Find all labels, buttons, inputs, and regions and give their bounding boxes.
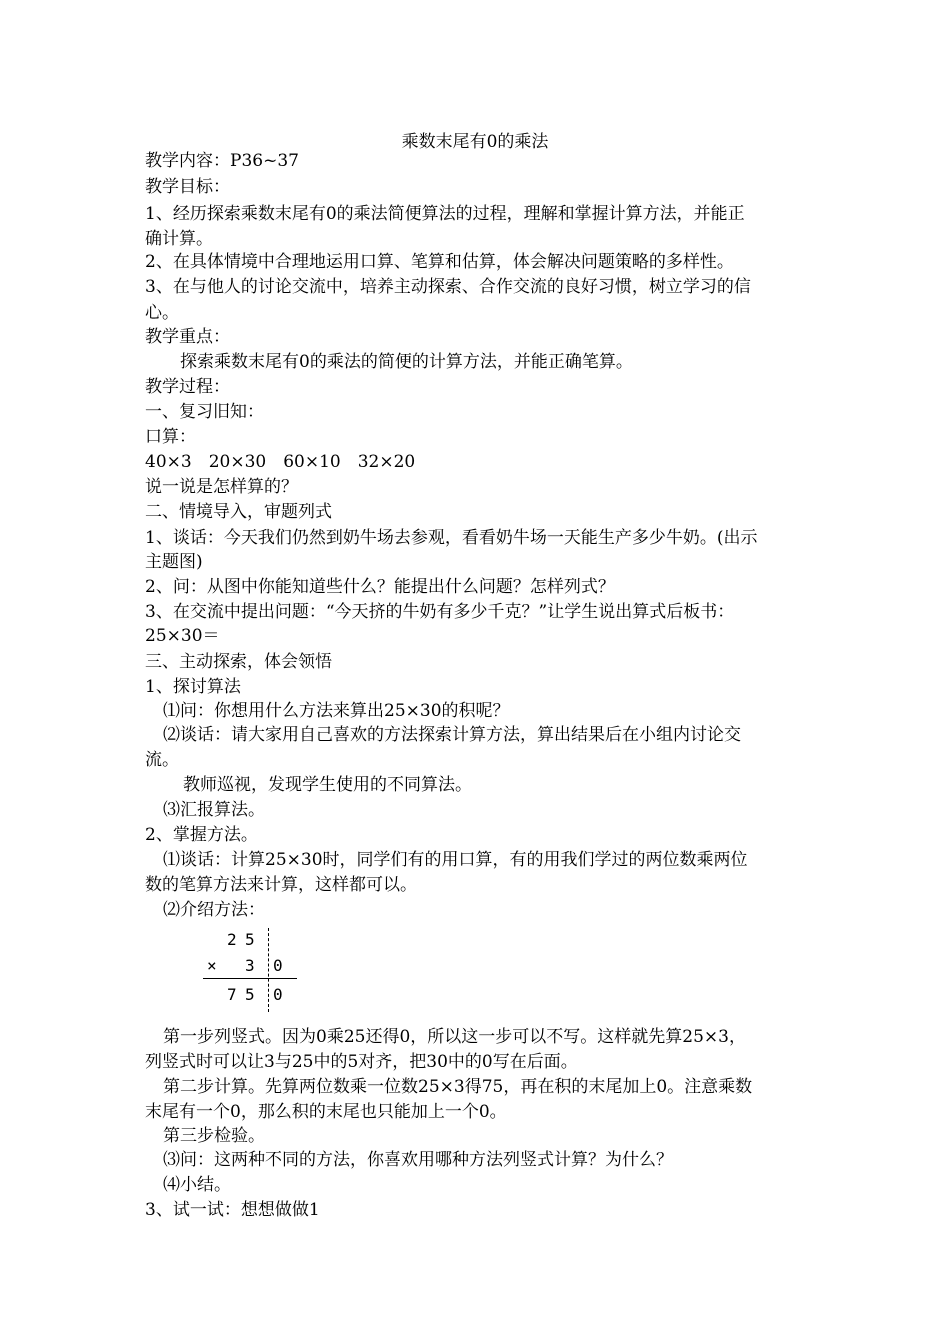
digit: 0 — [273, 956, 283, 975]
times-sign: × — [207, 956, 217, 975]
dashed-divider — [268, 928, 269, 1012]
text-line: 说一说是怎样算的？ — [145, 477, 298, 497]
text-line: 数的笔算方法来计算，这样都可以。 — [145, 875, 417, 895]
text-line: 主题图) — [145, 552, 203, 572]
text-line: 第二步计算。先算两位数乘一位数25×3得75，再在积的末尾加上0。注意乘数 — [163, 1077, 753, 1097]
digit: 3 — [245, 956, 255, 975]
text-line: 第一步列竖式。因为0乘25还得0，所以这一步可以不写。这样就先算25×3， — [163, 1027, 746, 1047]
digit: 0 — [273, 985, 283, 1004]
digit: 5 — [245, 930, 255, 949]
digit: 5 — [245, 985, 255, 1004]
text-line: 教学重点： — [145, 327, 230, 347]
text-line: ⑶问：这两种不同的方法，你喜欢用哪种方法列竖式计算？为什么？ — [163, 1150, 673, 1170]
text-line: 心。 — [145, 303, 179, 323]
text-line: ⑵谈话：请大家用自己喜欢的方法探索计算方法，算出结果后在小组内讨论交 — [163, 725, 741, 745]
text-line: ⑵介绍方法： — [163, 900, 265, 920]
text-line: 口算： — [145, 427, 196, 447]
text-line: 列竖式时可以让3与25中的5对齐，把30中的0写在后面。 — [145, 1052, 578, 1072]
text-line: ⑴问：你想用什么方法来算出25×30的积呢？ — [163, 701, 510, 721]
text-line: 三、主动探索，体会领悟 — [145, 652, 332, 672]
text-line: 确计算。 — [145, 229, 213, 249]
text-line: 探索乘数末尾有0的乘法的简便的计算方法，并能正确笔算。 — [180, 352, 633, 372]
text-line: 2、掌握方法。 — [145, 825, 258, 845]
text-line: 3、在交流中提出问题：“今天挤的牛奶有多少千克？”让学生说出算式后板书： — [145, 602, 735, 622]
text-line: ⑶汇报算法。 — [163, 800, 265, 820]
text-line: 3、试一试：想想做做1 — [145, 1200, 320, 1220]
text-line: 流。 — [145, 750, 179, 770]
text-line: ⑷小结。 — [163, 1175, 231, 1195]
text-line: 40×3 20×30 60×10 32×20 — [145, 452, 416, 472]
text-line: 一、复习旧知： — [145, 402, 264, 422]
document-title: 乘数末尾有0的乘法 — [401, 132, 549, 152]
text-line: 教学过程： — [145, 377, 230, 397]
text-line: 25×30＝ — [145, 626, 220, 646]
text-line: 教学内容：P36~37 — [145, 151, 299, 171]
text-line: 1、探讨算法 — [145, 677, 241, 697]
text-line: ⑴谈话：计算25×30时，同学们有的用口算，有的用我们学过的两位数乘两位 — [163, 850, 748, 870]
text-line: 教师巡视，发现学生使用的不同算法。 — [183, 775, 472, 795]
text-line: 2、问：从图中你能知道些什么？能提出什么问题？怎样列式？ — [145, 577, 615, 597]
text-line: 教学目标： — [145, 177, 230, 197]
text-line: 3、在与他人的讨论交流中，培养主动探索、合作交流的良好习惯，树立学习的信 — [145, 277, 751, 297]
text-line: 第三步检验。 — [163, 1126, 265, 1146]
digit: 2 — [227, 930, 237, 949]
digit: 7 — [227, 985, 237, 1004]
result-line — [203, 978, 297, 979]
text-line: 2、在具体情境中合理地运用口算、笔算和估算，体会解决问题策略的多样性。 — [145, 252, 734, 272]
vertical-multiplication — [195, 924, 305, 1014]
text-line: 1、经历探索乘数末尾有0的乘法简便算法的过程，理解和掌握计算方法，并能正 — [145, 204, 745, 224]
text-line: 末尾有一个0，那么积的末尾也只能加上一个0。 — [145, 1102, 507, 1122]
text-line: 1、谈话：今天我们仍然到奶牛场去参观，看看奶牛场一天能生产多少牛奶。(出示 — [145, 528, 758, 548]
text-line: 二、情境导入，审题列式 — [145, 502, 332, 522]
